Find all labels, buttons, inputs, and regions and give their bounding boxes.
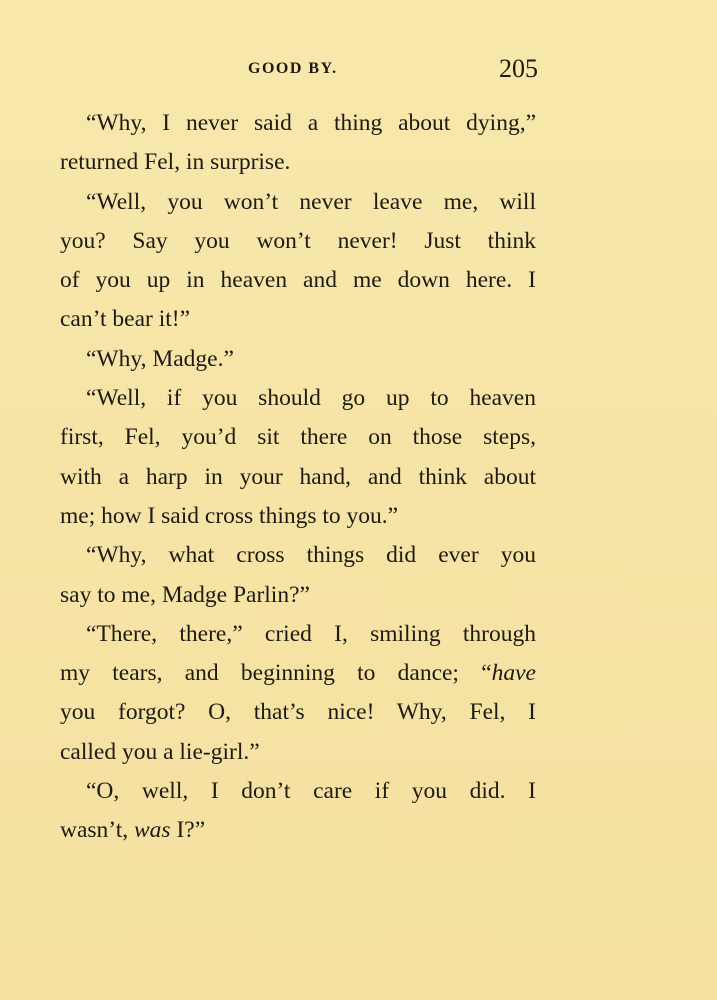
italic-word: have bbox=[491, 660, 536, 687]
text-line: “O, well, I don’t care if you did. I bbox=[86, 778, 536, 805]
text-line: you? Say you won’t never! Just think bbox=[60, 227, 536, 254]
text-line: me; how I said cross things to you.” bbox=[60, 502, 399, 529]
text-line: returned Fel, in surprise. bbox=[60, 149, 291, 176]
text-line: first, Fel, you’d sit there on those steps, bbox=[60, 424, 536, 451]
text-line: called you a lie-girl.” bbox=[60, 738, 260, 765]
text-line: with a harp in your hand, and think about bbox=[60, 463, 536, 490]
body-text bbox=[60, 104, 536, 851]
text-line bbox=[60, 654, 536, 693]
running-head: GOOD BY. bbox=[248, 60, 338, 77]
page-header bbox=[60, 54, 538, 84]
text-line: “Well, you won’t never leave me, will bbox=[86, 188, 536, 215]
text-line: “There, there,” cried I, smiling through bbox=[86, 620, 536, 647]
text-line: “Why, what cross things did ever you bbox=[86, 542, 536, 569]
text-line: “Why, I never said a thing about dying,” bbox=[86, 110, 536, 136]
text-line: you forgot? O, that’s nice! Why, Fel, I bbox=[60, 699, 536, 726]
text-line bbox=[60, 811, 536, 850]
text-line: of you up in heaven and me down here. I bbox=[60, 267, 536, 294]
text-segment: I?” bbox=[170, 817, 206, 844]
text-line: “Well, if you should go up to heaven bbox=[86, 385, 536, 412]
text-segment: wasn’t, bbox=[60, 817, 134, 844]
page-number: 205 bbox=[499, 54, 538, 83]
text-line: “Why, Madge.” bbox=[86, 345, 234, 372]
text-line: say to me, Madge Parlin?” bbox=[60, 581, 310, 608]
italic-word: was bbox=[133, 817, 171, 844]
text-line: can’t bear it!” bbox=[60, 306, 191, 333]
text-segment: my tears, and beginning to dance; “ bbox=[60, 660, 492, 687]
